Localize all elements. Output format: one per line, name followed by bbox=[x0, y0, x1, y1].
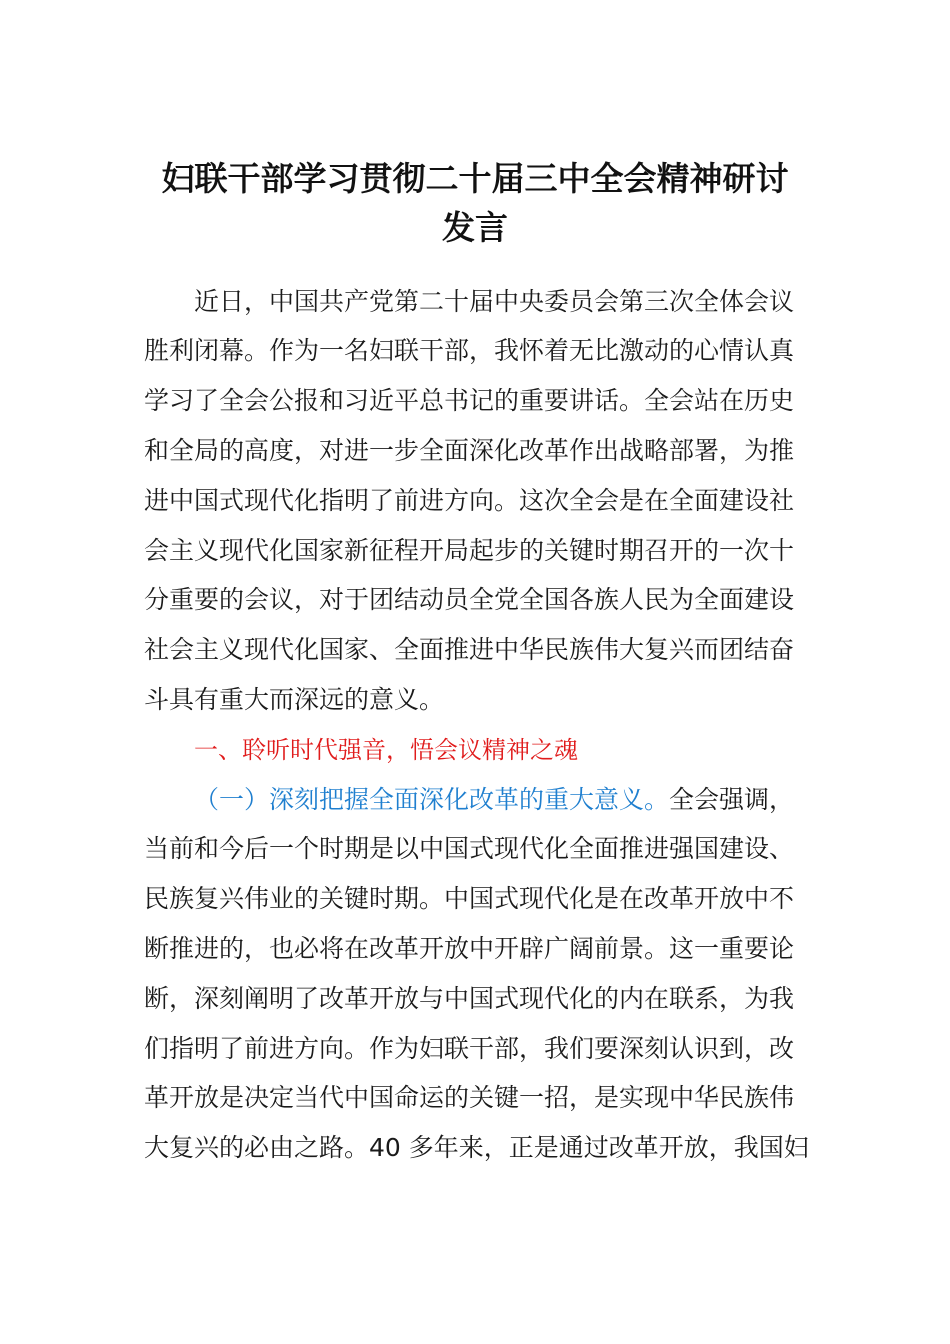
subsection-first-line-text: 全会强调， bbox=[669, 785, 795, 814]
paragraph-line: 大复兴的必由之路。40 多年来，正是通过改革开放，我国妇 bbox=[144, 1133, 809, 1162]
paragraph-line: 革开放是决定当代中国命运的关键一招，是实现中华民族伟 bbox=[144, 1083, 795, 1112]
subsection-line bbox=[194, 782, 794, 818]
paragraph-line: 社会主义现代化国家、全面推进中华民族伟大复兴而团结奋 bbox=[144, 635, 795, 664]
paragraph-line: 胜利闭幕。作为一名妇联干部，我怀着无比激动的心情认真 bbox=[144, 336, 795, 365]
paragraph-line: 们指明了前进方向。作为妇联干部，我们要深刻认识到，改 bbox=[144, 1034, 795, 1063]
section-heading: 一、聆听时代强音，悟会议精神之魂 bbox=[194, 736, 578, 764]
document-title-line-1: 妇联干部学习贯彻二十届三中全会精神研讨 bbox=[161, 159, 789, 198]
paragraph-line: 学习了全会公报和习近平总书记的重要讲话。全会站在历史 bbox=[144, 386, 795, 415]
paragraph-line: 会主义现代化国家新征程开局起步的关键时期召开的一次十 bbox=[144, 536, 795, 565]
paragraph-line: 分重要的会议，对于团结动员全党全国各族人民为全面建设 bbox=[144, 585, 795, 614]
paragraph-line: 断推进的，也必将在改革开放中开辟广阔前景。这一重要论 bbox=[144, 934, 795, 963]
paragraph-line: 近日，中国共产党第二十届中央委员会第三次全体会议 bbox=[194, 287, 795, 316]
paragraph-line: 当前和今后一个时期是以中国式现代化全面推进强国建设、 bbox=[144, 834, 795, 863]
paragraph-line: 民族复兴伟业的关键时期。中国式现代化是在改革开放中不 bbox=[144, 884, 795, 913]
document-title-line-2: 发言 bbox=[442, 208, 508, 247]
paragraph-line: 断，深刻阐明了改革开放与中国式现代化的内在联系，为我 bbox=[144, 984, 795, 1013]
paragraph-line: 进中国式现代化指明了前进方向。这次全会是在全面建设社 bbox=[144, 486, 795, 515]
subsection-heading: （一）深刻把握全面深化改革的重大意义。 bbox=[194, 785, 670, 814]
paragraph-line: 斗具有重大而深远的意义。 bbox=[144, 685, 445, 714]
paragraph-line: 和全局的高度，对进一步全面深化改革作出战略部署，为推 bbox=[144, 436, 795, 465]
